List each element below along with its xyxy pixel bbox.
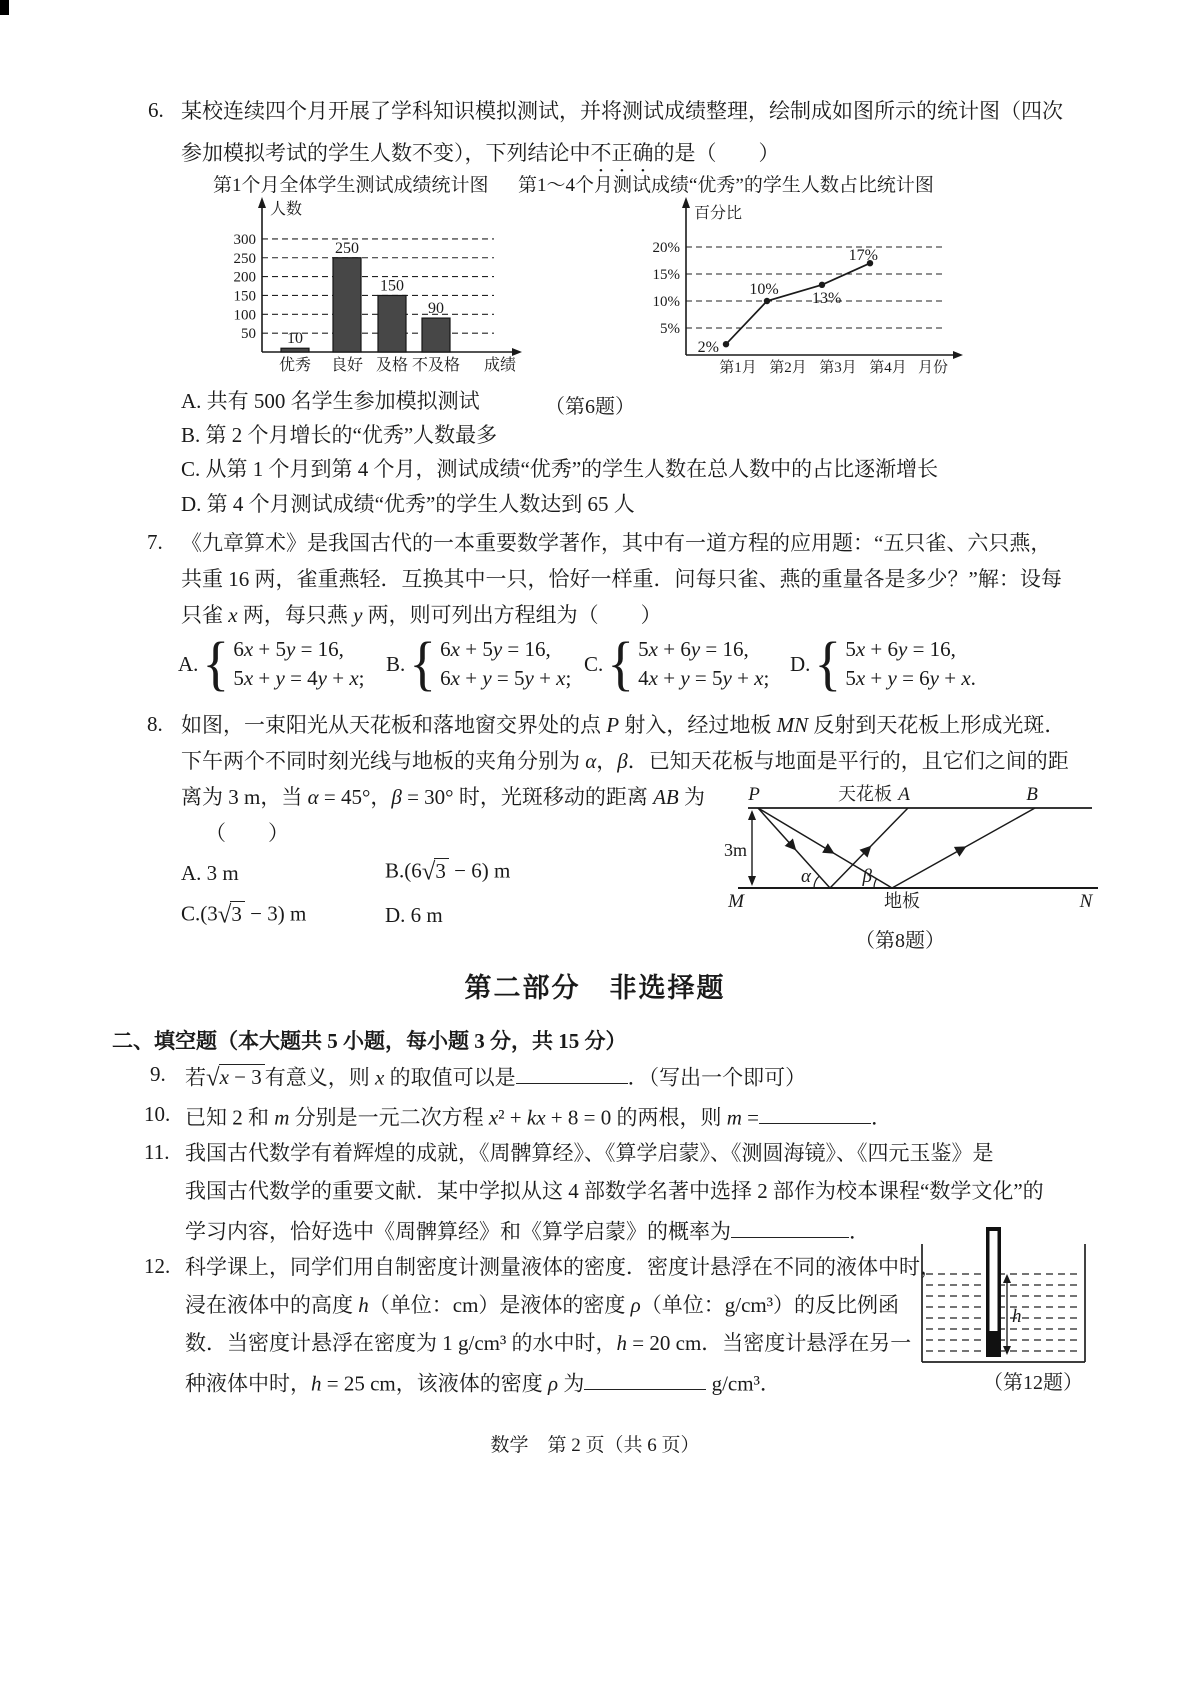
point-N-label: N bbox=[1079, 891, 1093, 912]
bar-chart bbox=[224, 192, 524, 382]
liquid-dashed-lines bbox=[926, 1274, 1081, 1351]
left-brace: { bbox=[814, 630, 842, 698]
point-value-label: 17% bbox=[848, 247, 878, 265]
x-axis-title: 月份 bbox=[917, 360, 949, 376]
q9-radicand: x − 3 bbox=[219, 1064, 265, 1089]
q7-option-d-label: D. bbox=[790, 651, 811, 676]
height-3m-label: 3m bbox=[724, 840, 748, 860]
data-point bbox=[819, 282, 825, 288]
y-tick-label: 250 bbox=[233, 250, 256, 267]
data-point bbox=[723, 341, 729, 347]
q12-answer-blank bbox=[584, 1368, 706, 1390]
sqrt-expression bbox=[218, 902, 245, 926]
arrow-down-icon bbox=[748, 876, 756, 886]
q8-reflection-diagram bbox=[690, 778, 1110, 912]
q10-text bbox=[185, 1102, 892, 1131]
point-value-label: 2% bbox=[697, 339, 719, 357]
data-line bbox=[726, 263, 870, 344]
q8-option-c-post: − 3) m bbox=[244, 901, 307, 926]
q12-line4-tail: g/cm³． bbox=[706, 1371, 781, 1396]
q7-line1: 《九章算术》是我国古代的一本重要数学著作，其中有一道方程的应用题：“五只雀、六只燕， bbox=[181, 531, 1052, 555]
bar-value-label: 150 bbox=[380, 277, 404, 295]
beta-angle-arc bbox=[874, 879, 877, 888]
q10-pre: 已知 2 和 m 分别是一元二次方程 x² + kx + 8 = 0 的两根，则 m = bbox=[185, 1105, 759, 1130]
point-B-label: B bbox=[1026, 784, 1038, 805]
sqrt-expression bbox=[422, 859, 449, 883]
q11-line1: 我国古代数学有着辉煌的成就，《周髀算经》、《算学启蒙》、《测圆海镜》、《四元玉鉴》是 bbox=[185, 1141, 994, 1165]
ceiling-label: 天花板 bbox=[838, 784, 892, 804]
q6-line2-emphasized: 不正确 bbox=[590, 141, 654, 165]
q10-tail: ． bbox=[871, 1105, 892, 1130]
q9-answer-blank bbox=[516, 1062, 628, 1084]
q12-line3: 数．当密度计悬浮在密度为 1 g/cm³ 的水中时，h = 20 cm．当密度计悬浮在另一 bbox=[185, 1331, 912, 1355]
q8-line3: 离为 3 m，当 α = 45°，β = 30° 时，光斑移动的距离 AB 为 bbox=[181, 785, 705, 809]
q8-option-a bbox=[181, 860, 239, 886]
x-category-label: 第2月 bbox=[769, 360, 807, 376]
q7-option-c bbox=[584, 630, 770, 698]
q8-option-c-label: C. bbox=[181, 901, 201, 926]
q9-text bbox=[185, 1062, 806, 1095]
q6-option-a: A. 共有 500 名学生参加模拟测试 bbox=[181, 389, 480, 413]
q10-answer-blank bbox=[759, 1102, 871, 1124]
q7-line3: 只雀 x 两，每只燕 y 两，则可列出方程组为（ ） bbox=[181, 603, 662, 627]
q7-option-a-label: A. bbox=[178, 651, 199, 676]
q6-option-d: D. 第 4 个月测试成绩“优秀”的学生人数达到 65 人 bbox=[181, 492, 635, 516]
arrow-up-icon bbox=[748, 810, 756, 820]
x-category-label: 良好 bbox=[330, 357, 364, 374]
y-axis-title: 人数 bbox=[270, 201, 303, 218]
q8-option-c-radicand: 3 bbox=[230, 901, 245, 926]
left-brace: { bbox=[409, 630, 437, 698]
line-chart-title: 第1～4个月测试成绩“优秀”的学生人数占比统计图 bbox=[518, 175, 934, 196]
q8-line1: 如图，一束阳光从天花板和落地窗交界处的点 P 射入，经过地板 MN 反射到天花板上形成光斑． bbox=[181, 713, 1066, 737]
y-tick-label: 20% bbox=[652, 240, 680, 256]
x-category-label: 不及格 bbox=[411, 357, 461, 374]
q8-option-d-label: D. bbox=[385, 903, 406, 927]
q6-line1: 某校连续四个月开展了学科知识模拟测试，并将测试成绩整理，绘制成如图所示的统计图（四次 bbox=[181, 99, 1063, 123]
y-tick-label: 50 bbox=[241, 326, 256, 343]
point-A-label: A bbox=[898, 784, 910, 805]
density-meter-rod-window bbox=[990, 1231, 998, 1331]
point-value-label: 13% bbox=[812, 289, 842, 307]
q6-line2-post: 的是（ ） bbox=[653, 141, 780, 165]
q6-option-c: C. 从第 1 个月到第 4 个月，测试成绩“优秀”的学生人数在总人数中的占比逐渐增长 bbox=[181, 457, 939, 481]
bar bbox=[281, 348, 309, 352]
q11-answer-blank bbox=[731, 1216, 849, 1238]
q9-pre: 若 bbox=[185, 1065, 206, 1090]
q6-number: 6. bbox=[148, 98, 164, 122]
q9-number: 9. bbox=[150, 1062, 166, 1086]
y-tick-label: 100 bbox=[233, 307, 256, 324]
q12-figure-caption: （第12题） bbox=[983, 1372, 1083, 1394]
x-category-label: 优秀 bbox=[278, 357, 312, 374]
y-tick-label: 150 bbox=[233, 288, 256, 305]
q7-option-a-eq1: 6x + 5y = 16, bbox=[233, 637, 344, 661]
part2-title: 第二部分 非选择题 bbox=[464, 973, 726, 1003]
y-tick-label: 5% bbox=[660, 321, 680, 337]
q8-line2: 下午两个不同时刻光线与地板的夹角分别为 α，β．已知天花板与地面是平行的，且它们之间的距 bbox=[181, 749, 1069, 773]
q8-option-b-radicand: 3 bbox=[434, 858, 449, 883]
left-brace: { bbox=[202, 630, 230, 698]
q8-option-b-label: B. bbox=[385, 858, 405, 883]
alpha-angle-arc bbox=[814, 876, 819, 888]
x-axis-arrow-icon bbox=[953, 351, 963, 359]
q8-option-c bbox=[181, 900, 306, 931]
floor-label: 地板 bbox=[884, 891, 920, 911]
beta-label: β bbox=[862, 866, 872, 887]
alpha-label: α bbox=[801, 866, 811, 887]
q7-option-b bbox=[386, 630, 572, 698]
q8-line4: （ ） bbox=[205, 821, 289, 845]
bar-value-label: 10 bbox=[287, 330, 303, 348]
line-chart bbox=[640, 192, 1060, 382]
left-brace: { bbox=[607, 630, 635, 698]
bar-value-label: 250 bbox=[335, 239, 359, 257]
q8-option-c-pre: (3 bbox=[200, 901, 218, 926]
q8-option-a-label: A. bbox=[181, 861, 202, 885]
q11-line3 bbox=[185, 1216, 870, 1245]
q7-option-d bbox=[790, 630, 976, 698]
page-footer: 数学 第 2 页（共 6 页） bbox=[490, 1435, 700, 1456]
q7-option-a bbox=[178, 630, 365, 698]
q11-number: 11. bbox=[144, 1140, 170, 1164]
y-axis-arrow-icon bbox=[682, 197, 690, 208]
point-P-label: P bbox=[748, 784, 760, 805]
y-tick-label: 300 bbox=[233, 231, 256, 248]
point-value-label: 10% bbox=[749, 281, 779, 298]
beaker bbox=[922, 1244, 1085, 1362]
sqrt-sign: √ bbox=[217, 901, 232, 928]
fill-in-section-header: 二、填空题（本大题共 5 小题，每小题 3 分，共 15 分） bbox=[112, 1029, 627, 1053]
h-label: h bbox=[1012, 1306, 1022, 1327]
q7-option-b-label: B. bbox=[386, 651, 406, 676]
q8-option-b-pre: (6 bbox=[404, 858, 422, 883]
q12-line4 bbox=[185, 1368, 781, 1397]
y-tick-label: 10% bbox=[652, 294, 680, 310]
q8-figure-caption: （第8题） bbox=[855, 930, 945, 952]
data-point bbox=[764, 298, 770, 304]
q12-line2: 浸在液体中的高度 h（单位：cm）是液体的密度 ρ（单位：g/cm³）的反比例函 bbox=[185, 1293, 900, 1317]
q10-number: 10. bbox=[144, 1102, 171, 1126]
q11-line3-tail: ． bbox=[849, 1219, 870, 1244]
q7-option-b-eq1: 6x + 5y = 16, bbox=[440, 637, 551, 661]
q7-line2: 共重 16 两，雀重燕轻．互换其中一只，恰好一样重．问每只雀、燕的重量各是多少？”解：设每 bbox=[181, 567, 1062, 591]
q8-option-b bbox=[385, 857, 510, 888]
x-category-label: 第3月 bbox=[819, 360, 857, 376]
q12-line4-pre: 种液体中时，h = 25 cm，该液体的密度 ρ 为 bbox=[185, 1371, 585, 1396]
bar-value-label: 90 bbox=[428, 300, 444, 318]
x-category-label: 第1月 bbox=[719, 360, 757, 376]
q9-tail: ．（写出一个即可） bbox=[627, 1065, 807, 1090]
q8-option-d-text: 6 m bbox=[410, 903, 443, 927]
point-M-label: M bbox=[728, 891, 744, 912]
q7-option-a-eq2: 5x + y = 4y + x; bbox=[233, 666, 365, 690]
sqrt-sign: √ bbox=[421, 858, 436, 885]
q6-line2-pre: 参加模拟考试的学生人数不变），下列结论中 bbox=[181, 141, 591, 165]
bar bbox=[378, 295, 406, 352]
q7-option-c-eq1: 5x + 6y = 16, bbox=[638, 637, 749, 661]
y-axis-arrow-icon bbox=[258, 197, 266, 208]
q7-option-c-eq2: 4x + y = 5y + x; bbox=[638, 666, 770, 690]
q7-option-d-eq2: 5x + y = 6y + x. bbox=[845, 666, 976, 690]
arrow-up-icon bbox=[1003, 1274, 1011, 1283]
sqrt-expression bbox=[206, 1064, 265, 1092]
y-tick-label: 15% bbox=[652, 267, 680, 283]
q12-density-meter-diagram bbox=[900, 1222, 1100, 1370]
q8-option-a-text: 3 m bbox=[206, 861, 239, 885]
q9-mid: 有意义，则 x 的取值可以是 bbox=[264, 1065, 516, 1090]
q6-figure-caption: （第6题） bbox=[545, 396, 635, 418]
q8-option-d bbox=[385, 902, 443, 928]
q7-option-b-eq2: 6x + y = 5y + x; bbox=[440, 666, 572, 690]
bar-chart-title: 第1个月全体学生测试成绩统计图 bbox=[213, 175, 489, 196]
q8-number: 8. bbox=[147, 712, 163, 736]
q7-number: 7. bbox=[147, 530, 163, 554]
x-category-label: 第4月 bbox=[869, 360, 907, 376]
q12-number: 12. bbox=[144, 1254, 171, 1278]
scan-corner-artifact bbox=[0, 0, 9, 15]
y-axis-title: 百分比 bbox=[694, 205, 743, 222]
q7-option-d-eq1: 5x + 6y = 16, bbox=[845, 637, 956, 661]
x-axis-arrow-icon bbox=[512, 348, 522, 356]
y-tick-label: 200 bbox=[233, 269, 256, 286]
x-axis-title: 成绩 bbox=[483, 357, 517, 374]
x-category-label: 及格 bbox=[375, 357, 409, 374]
q12-line1: 科学课上，同学们用自制密度计测量液体的密度．密度计悬浮在不同的液体中时， bbox=[185, 1255, 941, 1279]
q11-line3-pre: 学习内容，恰好选中《周髀算经》和《算学启蒙》的概率为 bbox=[185, 1219, 731, 1244]
q7-option-c-label: C. bbox=[584, 651, 604, 676]
q8-option-b-post: − 6) m bbox=[448, 858, 511, 883]
reflected-ray-to-B bbox=[892, 808, 1035, 888]
q6-option-b: B. 第 2 个月增长的“优秀”人数最多 bbox=[181, 423, 498, 447]
bar bbox=[333, 258, 361, 352]
q11-line2: 我国古代数学的重要文献．某中学拟从这 4 部数学名著中选择 2 部作为校本课程“数学文化”的 bbox=[185, 1179, 1044, 1203]
bar bbox=[422, 318, 450, 352]
sqrt-sign: √ bbox=[206, 1064, 220, 1092]
